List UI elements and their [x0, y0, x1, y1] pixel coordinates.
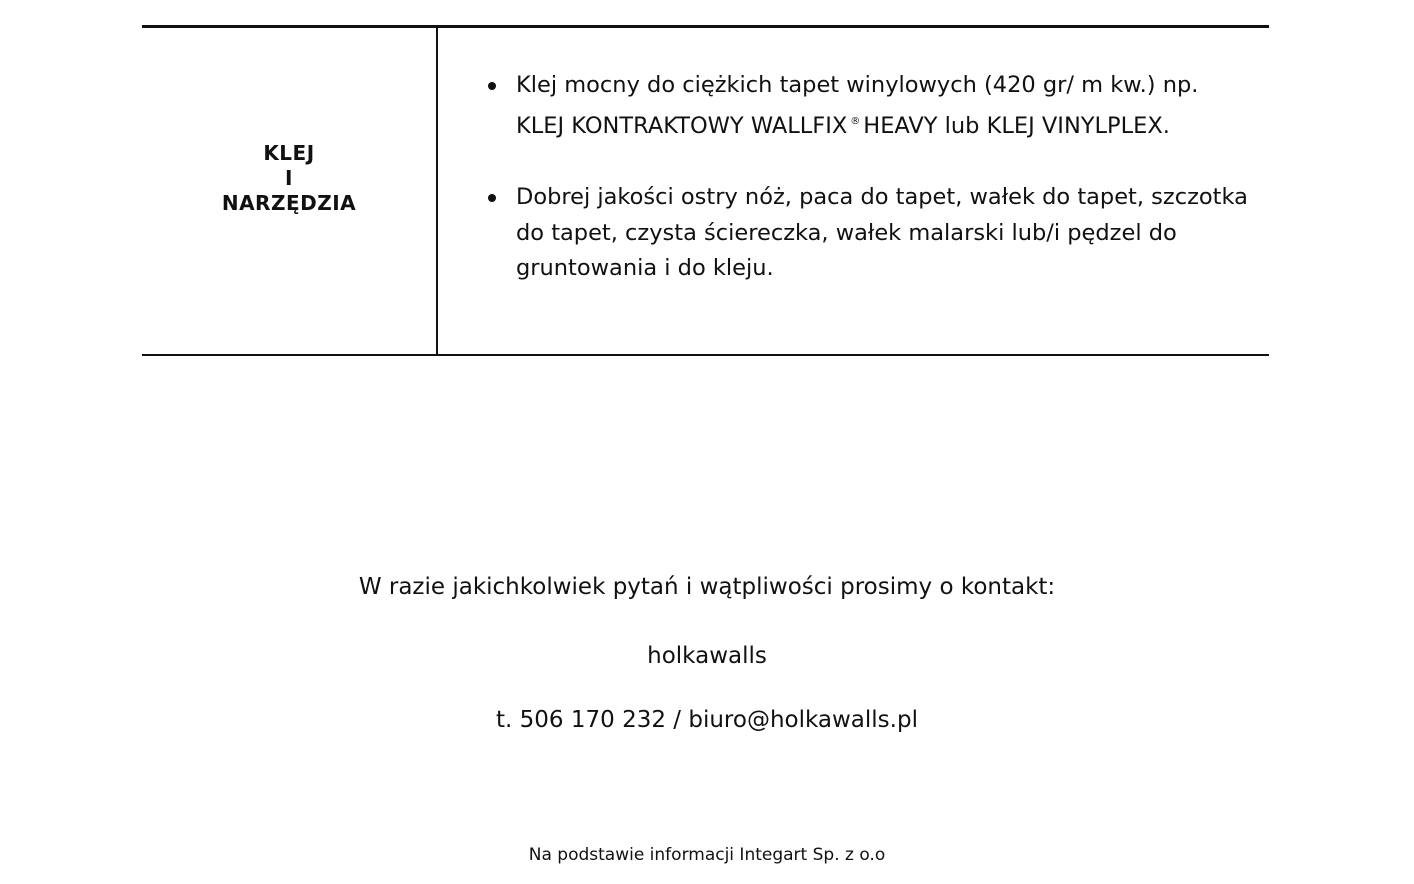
bullet-dot-icon	[488, 194, 496, 202]
section-label-line-3: NARZĘDZIA	[221, 190, 357, 215]
table-content-cell	[438, 28, 1269, 354]
table-label-cell	[142, 28, 438, 354]
bullet-item-tools	[488, 180, 1249, 287]
company-name: holkawalls	[647, 643, 767, 669]
section-label-line-1: KLEJ	[263, 140, 315, 165]
bullet-list	[488, 68, 1249, 287]
registered-mark: ®	[850, 115, 861, 127]
section-label-line-2: I	[285, 165, 293, 190]
contact-separator: /	[665, 707, 689, 733]
email-address: biuro@holkawalls.pl	[688, 707, 918, 733]
glue-text-start: Klej mocny do ciężkich tapet winylowych (420 gr/ m kw.) np. KLEJ KONTRAKTOWY WALLFIX	[516, 72, 1199, 139]
glue-text-end: HEAVY lub KLEJ VINYLPLEX.	[863, 112, 1170, 139]
contact-prompt: W razie jakichkolwiek pytań i wątpliwości prosimy o kontakt:	[358, 574, 1056, 600]
glue-and-tools-table	[142, 25, 1269, 356]
bullet-dot-icon	[488, 82, 496, 90]
contact-line	[0, 707, 1414, 733]
section-label	[222, 141, 356, 216]
footer-note: Na podstawie informacji Integart Sp. z o.o	[528, 845, 886, 865]
tools-text: Dobrej jakości ostry nóż, paca do tapet, wałek do tapet, szczotka do tapet, czysta ściereczka, wałek malarski lub/i pędzel do gruntowania i do kleju.	[516, 184, 1248, 281]
bullet-item-glue	[488, 68, 1249, 144]
phone-number: t. 506 170 232	[496, 707, 666, 733]
